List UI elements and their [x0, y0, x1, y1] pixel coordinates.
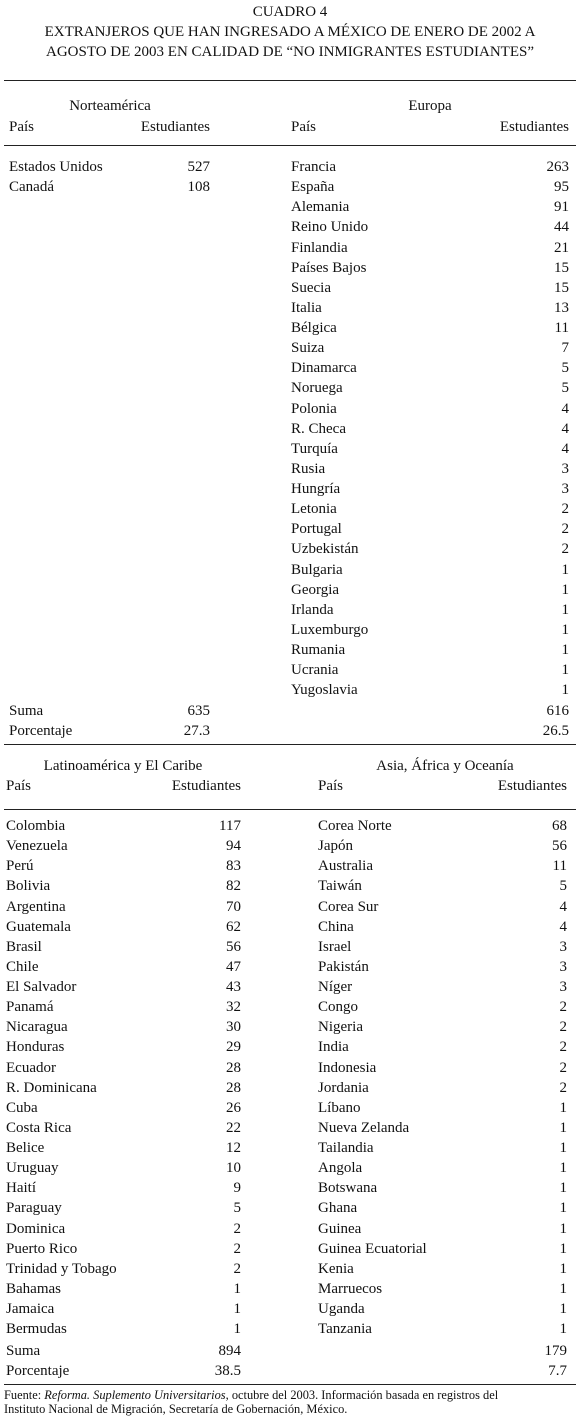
row-students: 1	[559, 1140, 567, 1157]
row-country: Corea Norte	[318, 818, 392, 834]
row-students: 2	[559, 999, 567, 1016]
row-students: 70	[226, 898, 241, 915]
row-country: Rusia	[291, 460, 326, 477]
row-students: 1	[559, 1160, 567, 1177]
row-students: 9	[233, 1180, 241, 1197]
region-header-latin-america: Latinoamérica y El Caribe	[43, 758, 203, 774]
row-students: 83	[226, 858, 241, 875]
row-country: Polonia	[291, 400, 337, 417]
row-students: 94	[226, 838, 241, 855]
row-students: 1	[559, 1321, 567, 1338]
row-country: Indonesia	[318, 1059, 377, 1076]
row-country: Reino Unido	[291, 219, 369, 236]
row-country: Costa Rica	[6, 1119, 72, 1136]
percentage-value: 7.7	[548, 1363, 567, 1379]
row-country: Trinidad y Tobago	[6, 1260, 117, 1277]
row-country: Belice	[6, 1140, 45, 1157]
row-country: Tanzania	[318, 1321, 372, 1338]
row-country: Letonia	[291, 501, 337, 518]
row-country: Irlanda	[291, 601, 334, 618]
row-country: Bermudas	[6, 1321, 67, 1338]
row-country: Uganda	[318, 1301, 365, 1318]
row-students: 4	[561, 400, 569, 417]
row-students: 15	[554, 279, 569, 296]
row-students: 2	[561, 521, 569, 538]
row-students: 2	[559, 1079, 567, 1096]
percentage-label: Porcentaje	[9, 723, 73, 739]
row-country: Nueva Zelanda	[318, 1119, 410, 1136]
row-students: 4	[561, 420, 569, 437]
row-students: 68	[552, 818, 567, 834]
row-students: 43	[226, 979, 241, 996]
row-students: 1	[559, 1280, 567, 1297]
row-students: 1	[559, 1240, 567, 1257]
row-students: 3	[559, 979, 567, 996]
row-students: 29	[226, 1039, 241, 1056]
row-students: 1	[561, 682, 569, 699]
footnote-text-line-2: Instituto Nacional de Migración, Secretaría de Gobernación, México.	[4, 1402, 348, 1416]
row-students: 1	[559, 1180, 567, 1197]
row-country: Tailandia	[318, 1140, 374, 1157]
sum-value: 179	[544, 1343, 567, 1359]
row-students: 2	[561, 541, 569, 558]
row-country: R. Checa	[291, 420, 346, 437]
row-students: 1	[561, 581, 569, 598]
row-country: Italia	[291, 299, 322, 316]
top-rule	[4, 80, 576, 81]
row-students: 62	[226, 918, 241, 935]
row-students: 263	[546, 159, 569, 175]
row-students: 1	[561, 642, 569, 659]
row-country: Bulgaria	[291, 561, 343, 578]
row-country: Países Bajos	[291, 259, 367, 276]
footnote-source: Reforma. Suplemento Universitarios	[44, 1388, 226, 1402]
row-students: 4	[559, 898, 567, 915]
row-country: Pakistán	[318, 958, 369, 975]
row-country: Angola	[318, 1160, 363, 1177]
row-country: Nigeria	[318, 1019, 363, 1036]
sum-label: Suma	[6, 1343, 41, 1359]
col-header-country: País	[318, 778, 344, 794]
col-header-country: País	[9, 119, 35, 135]
row-students: 1	[559, 1301, 567, 1318]
row-students: 5	[233, 1200, 241, 1217]
row-country: Estados Unidos	[9, 159, 103, 175]
row-students: 2	[233, 1220, 241, 1237]
region-header-europe: Europa	[408, 98, 452, 114]
row-country: Australia	[318, 858, 373, 875]
row-students: 1	[561, 662, 569, 679]
row-students: 2	[561, 501, 569, 518]
row-country: Corea Sur	[318, 898, 379, 915]
row-students: 3	[561, 460, 569, 477]
row-country: Canadá	[9, 179, 54, 196]
row-country: Finlandia	[291, 239, 348, 256]
row-country: España	[291, 179, 335, 196]
bottom-rule	[4, 1384, 576, 1385]
row-students: 2	[233, 1260, 241, 1277]
row-country: Paraguay	[6, 1200, 62, 1217]
row-country: China	[318, 918, 354, 935]
percentage-value: 27.3	[183, 723, 210, 739]
row-country: Nicaragua	[6, 1019, 68, 1036]
row-students: 5	[559, 878, 567, 895]
row-country: Ecuador	[6, 1059, 56, 1076]
table-title-line-1: EXTRANJEROS QUE HAN INGRESADO A MÉXICO DE ENERO DE 2002 A	[44, 24, 536, 40]
source-footnote	[4, 1388, 576, 1416]
row-country: Uruguay	[6, 1160, 59, 1177]
row-country: Guinea	[318, 1220, 362, 1237]
row-country: Dinamarca	[291, 360, 357, 377]
row-country: Guinea Ecuatorial	[318, 1240, 427, 1257]
row-students: 15	[554, 259, 569, 276]
row-country: Perú	[6, 858, 34, 875]
row-country: Colombia	[6, 818, 66, 834]
row-students: 1	[561, 621, 569, 638]
row-country: Líbano	[318, 1099, 361, 1116]
row-country: Israel	[318, 938, 352, 955]
row-country: Panamá	[6, 999, 54, 1016]
row-students: 3	[561, 481, 569, 498]
row-country: India	[318, 1039, 349, 1056]
footnote-prefix: Fuente:	[4, 1388, 45, 1402]
row-country: Rumania	[291, 642, 346, 659]
percentage-label: Porcentaje	[6, 1363, 70, 1379]
row-students: 4	[561, 440, 569, 457]
region-header-asia-africa-oceania: Asia, África y Oceanía	[376, 758, 514, 774]
row-country: Japón	[318, 838, 353, 855]
row-students: 5	[561, 380, 569, 397]
header-rule	[4, 809, 576, 810]
row-students: 3	[559, 958, 567, 975]
row-students: 7	[561, 340, 569, 357]
row-students: 1	[233, 1321, 241, 1338]
row-students: 26	[226, 1099, 241, 1116]
section-divider-rule	[4, 744, 576, 745]
row-country: Bélgica	[291, 320, 337, 337]
row-country: Chile	[6, 958, 39, 975]
col-header-students: Estudiantes	[140, 119, 210, 135]
table-caption: CUADRO 4	[252, 4, 328, 20]
footnote-text: , octubre del 2003. Información basada en registros del	[225, 1388, 499, 1402]
row-students: 32	[226, 999, 241, 1016]
row-country: Suiza	[291, 340, 325, 357]
row-country: Turquía	[291, 440, 338, 457]
row-country: Luxemburgo	[291, 621, 369, 638]
row-country: Alemania	[291, 199, 350, 216]
row-students: 13	[554, 299, 569, 316]
row-students: 108	[187, 179, 210, 196]
row-country: Puerto Rico	[6, 1240, 78, 1257]
row-students: 1	[233, 1280, 241, 1297]
row-country: Portugal	[291, 521, 342, 538]
col-header-country: País	[291, 119, 317, 135]
sum-value: 635	[187, 703, 210, 719]
row-students: 1	[559, 1200, 567, 1217]
row-students: 10	[226, 1160, 241, 1177]
row-country: Botswana	[318, 1180, 378, 1197]
row-students: 91	[554, 199, 569, 216]
row-country: Kenia	[318, 1260, 354, 1277]
row-country: Suecia	[291, 279, 331, 296]
row-country: El Salvador	[6, 979, 77, 996]
row-students: 30	[226, 1019, 241, 1036]
row-students: 82	[226, 878, 241, 895]
row-students: 3	[559, 938, 567, 955]
row-students: 56	[552, 838, 567, 855]
row-students: 1	[561, 561, 569, 578]
row-country: Guatemala	[6, 918, 71, 935]
row-students: 95	[554, 179, 569, 196]
row-students: 1	[233, 1301, 241, 1318]
row-students: 2	[559, 1059, 567, 1076]
row-country: Jamaica	[6, 1301, 55, 1318]
row-students: 1	[559, 1220, 567, 1237]
row-country: Jordania	[318, 1079, 369, 1096]
row-country: Hungría	[291, 481, 341, 498]
row-country: Níger	[318, 979, 353, 996]
row-students: 21	[554, 239, 569, 256]
row-students: 1	[561, 601, 569, 618]
row-country: Cuba	[6, 1099, 38, 1116]
row-students: 11	[552, 858, 567, 875]
row-country: Marruecos	[318, 1280, 383, 1297]
row-country: Bahamas	[6, 1280, 61, 1297]
row-students: 2	[233, 1240, 241, 1257]
row-country: Francia	[291, 159, 336, 175]
row-country: Honduras	[6, 1039, 65, 1056]
sum-label: Suma	[9, 703, 44, 719]
row-students: 47	[226, 958, 241, 975]
row-country: Yugoslavia	[291, 682, 358, 699]
row-students: 1	[559, 1260, 567, 1277]
row-students: 1	[559, 1099, 567, 1116]
row-students: 5	[561, 360, 569, 377]
row-students: 11	[554, 320, 569, 337]
sum-value: 894	[218, 1343, 241, 1359]
sum-value: 616	[546, 703, 569, 719]
row-students: 12	[226, 1140, 241, 1157]
row-country: Haití	[6, 1180, 36, 1197]
row-country: Venezuela	[6, 838, 68, 855]
row-country: Bolivia	[6, 878, 51, 895]
row-students: 28	[226, 1079, 241, 1096]
row-students: 2	[559, 1019, 567, 1036]
header-rule	[4, 145, 576, 146]
row-country: Ucrania	[291, 662, 339, 679]
row-country: Brasil	[6, 938, 42, 955]
row-students: 28	[226, 1059, 241, 1076]
row-country: Congo	[318, 999, 359, 1016]
col-header-students: Estudiantes	[497, 778, 567, 794]
row-country: Uzbekistán	[291, 541, 359, 558]
row-country: Noruega	[291, 380, 343, 397]
row-country: Dominica	[6, 1220, 66, 1237]
row-students: 4	[559, 918, 567, 935]
row-country: R. Dominicana	[6, 1079, 97, 1096]
region-header-north-america: Norteamérica	[69, 98, 151, 114]
row-students: 56	[226, 938, 241, 955]
row-students: 2	[559, 1039, 567, 1056]
row-students: 1	[559, 1119, 567, 1136]
row-country: Taiwán	[318, 878, 362, 895]
row-country: Argentina	[6, 898, 66, 915]
row-students: 527	[187, 159, 210, 175]
percentage-value: 26.5	[542, 723, 569, 739]
table-title-line-2: AGOSTO DE 2003 EN CALIDAD DE “NO INMIGRANTES ESTUDIANTES”	[45, 44, 534, 60]
percentage-value: 38.5	[214, 1363, 241, 1379]
row-students: 22	[226, 1119, 241, 1136]
row-students: 44	[554, 219, 569, 236]
col-header-country: País	[6, 778, 32, 794]
row-students: 117	[219, 818, 241, 834]
col-header-students: Estudiantes	[171, 778, 241, 794]
row-country: Georgia	[291, 581, 340, 598]
col-header-students: Estudiantes	[499, 119, 569, 135]
row-country: Ghana	[318, 1200, 358, 1217]
